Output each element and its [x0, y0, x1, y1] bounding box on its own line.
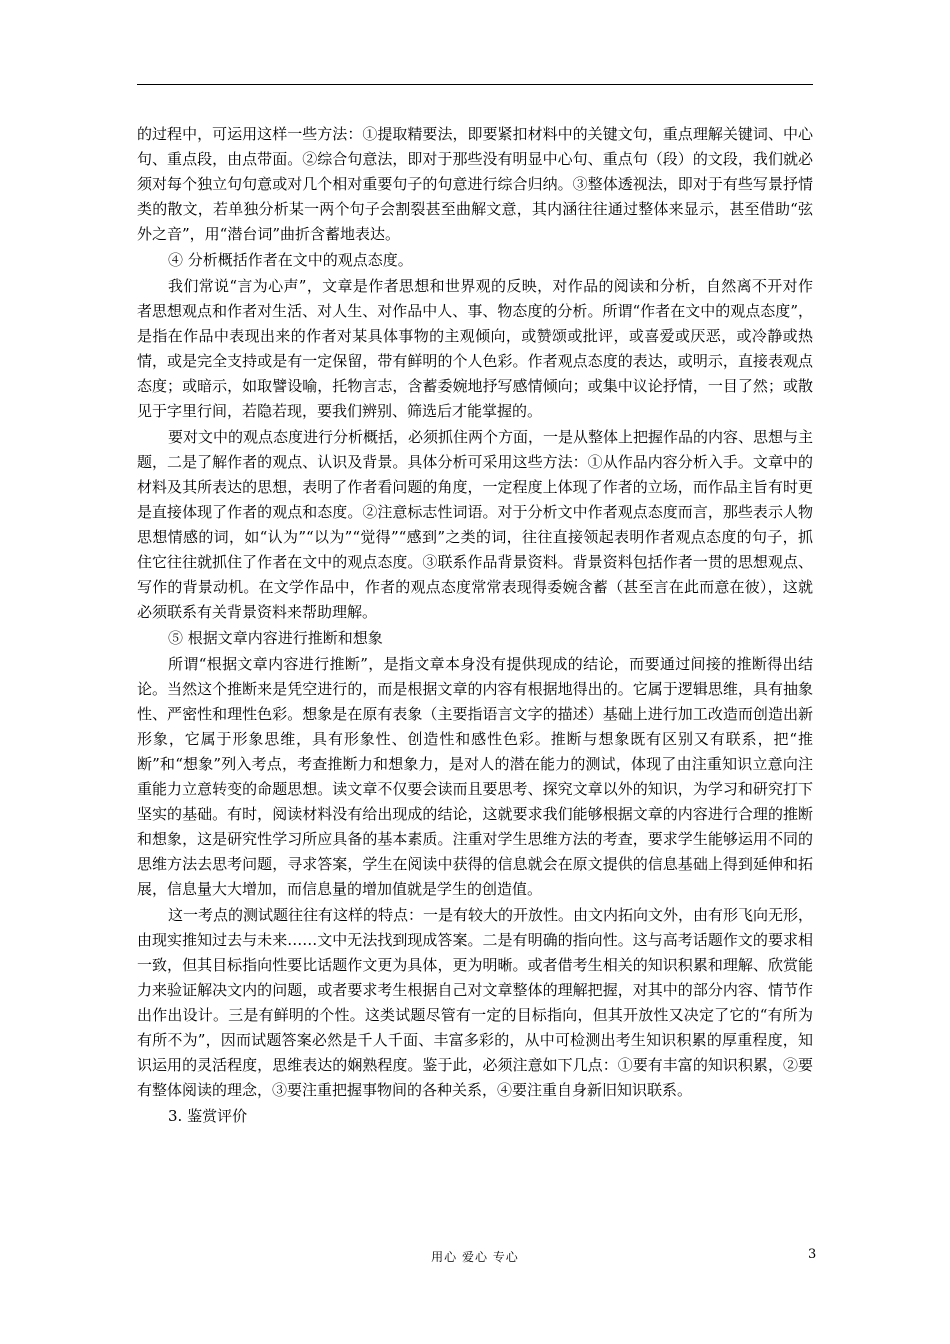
heading-inference-imagination: ⑤ 根据文章内容进行推断和想象 [168, 629, 383, 647]
paragraph-author-viewpoint: 我们常说“言为心声”，文章是作者思想和世界观的反映，对作品的阅读和分析，自然离不开对作者思想观点和作者对生活、对人生、对作品中人、事、物态度的分析。所谓“作者在文中的观点态度”，是指在作品中表现出来的作者对某具体事物的主观倾向，或赞颂或批评，或喜爱或厌恶，或冷静或热情，或是完全支持或是有一定保留，带有鲜明的个人色彩。作者观点态度的表达，或明示，直接表观点态度；或暗示，如取譬设喻，托物言志，含蓄委婉地抒写感情倾向；或集中议论抒情，一目了然；或散见于字里行间，若隐若现，要我们辨别、筛选后才能掌握的。 [137, 277, 813, 420]
heading-analyze-author-attitude: ④ 分析概括作者在文中的观点态度。 [168, 251, 413, 269]
page-number: 3 [808, 1247, 817, 1262]
header-rule [137, 84, 813, 85]
paragraph-attitude-analysis-methods: 要对文中的观点态度进行分析概括，必须抓住两个方面，一是从整体上把握作品的内容、思想与主题，二是了解作者的观点、认识及背景。具体分析可采用这些方法：①从作品内容分析入手。文章中的材料及其所表达的思想，表明了作者看问题的角度，一定程度上体现了作者的立场，而作品主旨有时更是直接体现了作者的观点和态度。②注意标志性词语。对于分析文中作者观点态度而言，那些表示人物思想情感的词，如“认为”“以为”“觉得”“感到”之类的词，往往直接领起表明作者观点态度的句子，抓住它往往就抓住了作者在文中的观点态度。③联系作品背景资料。背景资料包括作者一贯的思想观点、写作的背景动机。在文学作品中，作者的观点态度常常表现得委婉含蓄（甚至言在此而意在彼），这就必须联系有关背景资料来帮助理解。 [137, 428, 814, 621]
paragraph-inference-definition: 所谓“根据文章内容进行推断”，是指文章本身没有提供现成的结论，而要通过间接的推断得出结论。当然这个推断来是凭空进行的，而是根据文章的内容有根据地得出的。它属于逻辑思维，具有抽象性、严密性和理性色彩。想象是在原有表象（主要指语言文字的描述）基础上进行加工改造而创造出新形象，它属于形象思维，具有形象性、创造性和感性色彩。推断与想象既有区别又有联系，把“推断”和“想象”列入考点，考查推断力和想象力，是对人的潜在能力的测试，体现了由注重知识立意向注重能力立意转变的命题思想。读文章不仅要会读而且要思考、探究文章以外的知识，为学习和研究打下坚实的基础。有时，阅读材料没有给出现成的结论，这就要求我们能够根据文章的内容进行合理的推断和想象，这是研究性学习所应具备的基本素质。注重对学生思维方法的考查，要求学生能够运用不同的思维方法去思考问题，寻求答案，学生在阅读中获得的信息就会在原文提供的信息基础上得到延伸和拓展，信息量大大增加，而信息量的增加值就是学生的创造值。 [137, 655, 813, 898]
document-body [137, 122, 813, 1130]
paragraph-test-characteristics: 这一考点的测试题往往有这样的特点：一是有较大的开放性。由文内拓向文外，由有形飞向无形，由现实推知过去与未来……文中无法找到现成答案。二是有明确的指向性。这与高考话题作文的要求相一致，但其目标指向性要比话题作文更为具体，更为明晰。或者借考生相关的知识积累和理解、欣赏能力来验证解决文内的问题，或者要求考生根据自己对文章整体的理解把握，对其中的部分内容、情节作出作出设计。三是有鲜明的个性。这类试题尽管有一定的目标指向，但其开放性又决定了它的“有所为有所不为”，因而试题答案必然是千人千面、丰富多彩的，从中可检测出考生知识积累的厚重程度，知识运用的灵活程度，思维表达的娴熟程度。鉴于此，必须注意如下几点：①要有丰富的知识积累，②要有整体阅读的理念，③要注重把握事物间的各种关系，④要注重自身新旧知识联系。 [137, 906, 814, 1099]
footer-motto: 用心 爱心 专心 [431, 1250, 519, 1264]
paragraph-methods-continued: 的过程中，可运用这样一些方法：①提取精要法，即要紧扣材料中的关键文句，重点理解关键词、中心句、重点段，由点带面。②综合句意法，即对于那些没有明显中心句、重点句（段）的文段，我们就必须对每个独立句句意或对几个相对重要句子的句意进行综合归纳。③整体透视法，即对于有些写景抒情类的散文，若单独分析某一两个句子会割裂甚至曲解文意，其内涵往往通过整体来显示，甚至借助“弦外之音”，用“潜台词”曲折含蓄地表达。 [137, 125, 813, 243]
heading-appreciation-evaluation: 3. 鉴赏评价 [168, 1107, 248, 1125]
